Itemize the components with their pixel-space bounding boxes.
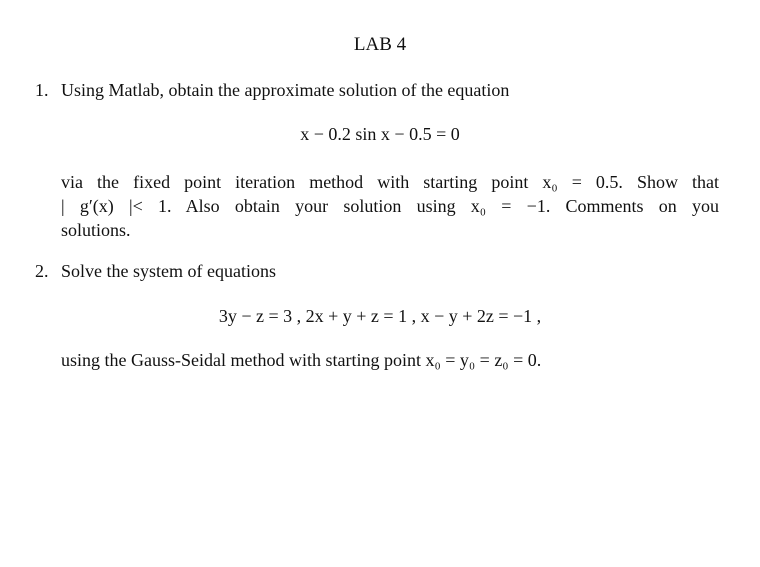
item-2-number: 2. [35, 261, 49, 281]
item-2-body-line-1: using the Gauss-Seidal method with starting point x₀ = y₀ = z₀ = 0. [61, 350, 542, 370]
item-1-body-line-2: | g′(x) |< 1. Also obtain your solution using x₀ = −1. Comments on you [61, 196, 719, 216]
item-1-body-line-1: via the fixed point iteration method with starting point x₀ = 0.5. Show that [61, 172, 719, 192]
page-title: LAB 4 [353, 34, 407, 55]
item-2-intro: Solve the system of equations [61, 261, 276, 281]
item-1-equation: x − 0.2 sin x − 0.5 = 0 [300, 124, 460, 144]
item-1-intro: Using Matlab, obtain the approximate solution of the equation [61, 80, 510, 100]
item-2-equation: 3y − z = 3 , 2x + y + z = 1 , x − y + 2z = −1 , [218, 306, 542, 326]
item-1-number: 1. [35, 80, 49, 100]
item-1-body-line-3: solutions. [61, 220, 131, 240]
